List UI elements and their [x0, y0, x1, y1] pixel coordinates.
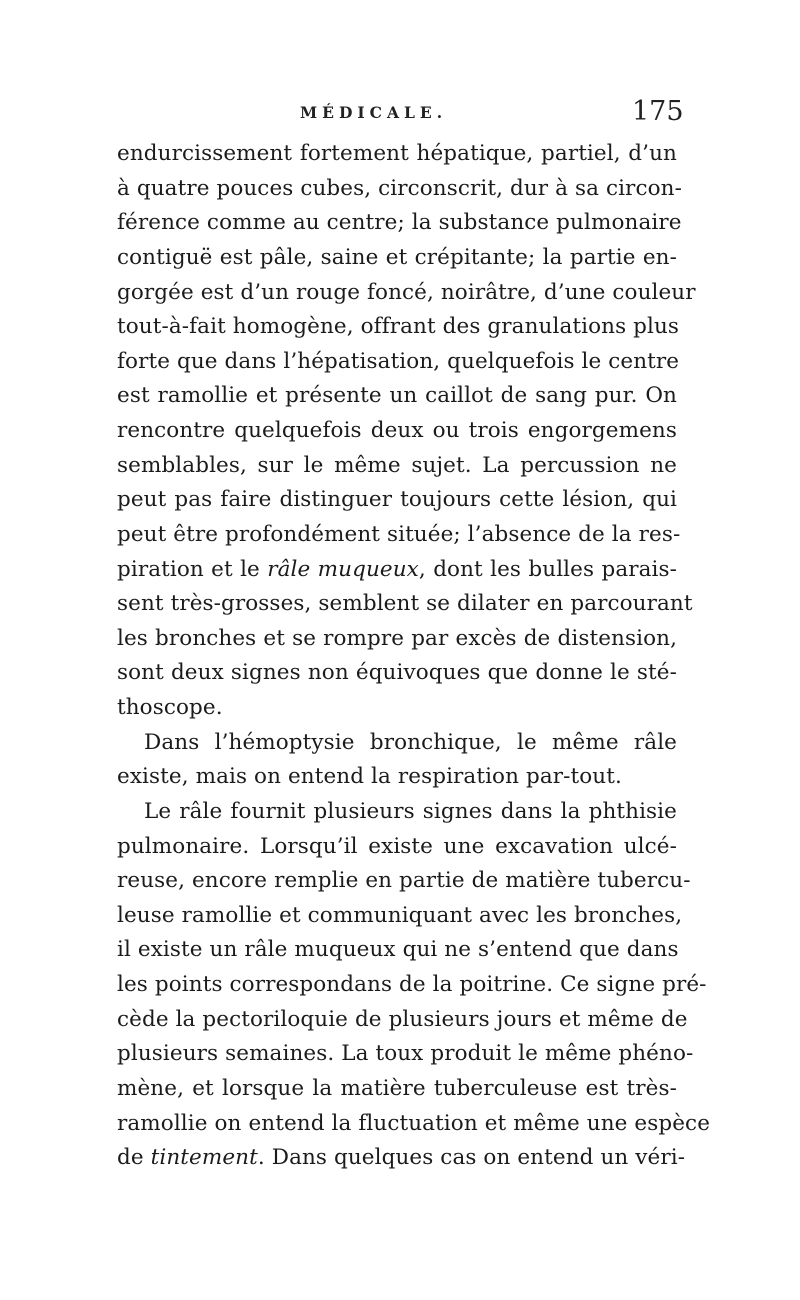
text-line: existe, mais on entend la respiration par-tout.	[117, 764, 622, 790]
text-line: plusieurs semaines. La toux produit le même phéno-	[117, 1041, 694, 1067]
text-segment: , dont les bulles parais-	[418, 556, 678, 582]
text-segment: piration et le	[117, 556, 268, 582]
text-line: mène, et lorsque la matière tuberculeuse est très-	[117, 1075, 677, 1101]
italic-term: tintement	[150, 1145, 258, 1171]
text-line: les bronches et se rompre par excès de distension,	[117, 625, 677, 651]
text-line: endurcissement fortement hépatique, partiel, d’un	[117, 141, 677, 166]
text-line: ramollie on entend la fluctuation et même une espèce	[117, 1110, 711, 1136]
text-line: pulmonaire. Lorsqu’il existe une excavation ulcé-	[117, 833, 677, 859]
text-line: gorgée est d’un rouge foncé, noirâtre, d’une couleur	[117, 279, 696, 305]
text-line: est ramollie et présente un caillot de sang pur. On	[117, 383, 677, 409]
text-line: thoscope.	[117, 695, 223, 720]
page-number: 175	[632, 96, 684, 127]
text-line: sent très-grosses, semblent se dilater en parcourant	[117, 591, 693, 617]
text-line: il existe un râle muqueux qui ne s’entend que dans	[117, 937, 679, 963]
text-line: Dans l’hémoptysie bronchique, le même râle	[144, 729, 677, 755]
text-line: cède la pectoriloquie de plusieurs jours et même de	[117, 1006, 688, 1032]
italic-term: râle muqueux	[267, 556, 419, 582]
text-line: leuse ramollie et communiquant avec les bronches,	[117, 902, 683, 928]
text-line: reuse, encore remplie en partie de matière tubercu-	[117, 868, 691, 894]
text-line: tout-à-fait homogène, offrant des granulations plus	[117, 314, 680, 340]
body-text	[117, 137, 711, 1176]
text-line: férence comme au centre; la substance pulmonaire	[117, 210, 682, 236]
text-line: peut pas faire distinguer toujours cette lésion, qui	[117, 487, 677, 513]
text-line: à quatre pouces cubes, circonscrit, dur à sa circon-	[117, 175, 682, 201]
running-title: MÉDICALE.	[300, 103, 448, 122]
text-line: contiguë est pâle, saine et crépitante; la partie en-	[117, 244, 677, 270]
text-line: forte que dans l’hépatisation, quelquefois le centre	[117, 348, 680, 374]
text-segment: de	[117, 1145, 151, 1171]
text-line: rencontre quelquefois deux ou trois engorgemens	[117, 418, 677, 443]
text-line: peut être profondément située; l’absence de la res-	[117, 521, 681, 547]
text-line	[117, 553, 677, 588]
text-segment: . Dans quelques cas on entend un véri-	[257, 1145, 686, 1171]
text-line: Le râle fournit plusieurs signes dans la phthisie	[144, 798, 677, 824]
text-line: les points correspondans de la poitrine. Ce signe pré-	[117, 972, 707, 997]
text-line: sont deux signes non équivoques que donne le sté-	[117, 660, 677, 686]
text-line: semblables, sur le même sujet. La percussion ne	[117, 452, 677, 478]
text-line	[117, 1141, 686, 1176]
